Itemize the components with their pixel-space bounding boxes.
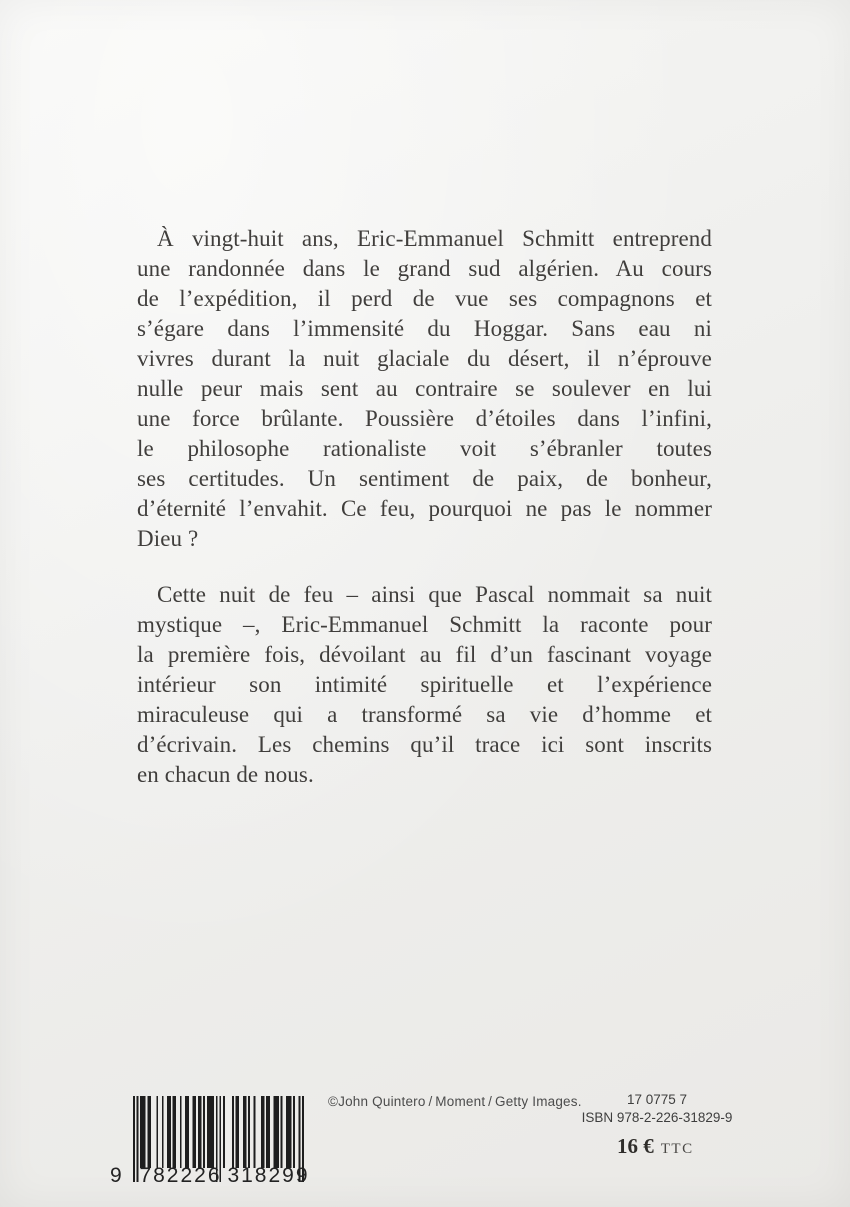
price-ttc-label: TTC bbox=[660, 1141, 694, 1157]
synopsis-line: une randonnée dans le grand sud algérien. Au cours bbox=[137, 256, 712, 281]
barcode-digit-group-1: 782226 bbox=[139, 1164, 222, 1187]
synopsis-line: d’écrivain. Les chemins qu’il trace ici sont inscrits bbox=[137, 732, 712, 757]
synopsis-text bbox=[137, 224, 712, 790]
photo-credit: ©John Quintero / Moment / Getty Images. bbox=[328, 1094, 582, 1109]
synopsis-line: le philosophe rationaliste voit s’ébranler toutes bbox=[137, 436, 712, 461]
synopsis-line: intérieur son intimité spirituelle et l’expérience bbox=[137, 672, 712, 697]
barcode-digit-first: 9 bbox=[110, 1164, 122, 1187]
barcode-digit-group-2: 318299 bbox=[227, 1164, 310, 1187]
synopsis-paragraph bbox=[137, 580, 712, 790]
isbn-number: ISBN 978-2-226-31829-9 bbox=[581, 1109, 733, 1125]
synopsis-line: Dieu ? bbox=[137, 526, 199, 551]
print-isbn-block bbox=[566, 1091, 748, 1126]
synopsis-line: de l’expédition, il perd de vue ses compagnons et bbox=[137, 286, 712, 311]
synopsis-line: en chacun de nous. bbox=[137, 762, 314, 787]
synopsis-line: s’égare dans l’immensité du Hoggar. Sans eau ni bbox=[137, 316, 712, 341]
synopsis-line: nulle peur mais sent au contraire se soulever en lui bbox=[137, 376, 712, 401]
synopsis-line: une force brûlante. Poussière d’étoiles dans l’infini, bbox=[137, 406, 712, 431]
synopsis-line: d’éternité l’envahit. Ce feu, pourquoi ne pas le nommer bbox=[137, 496, 712, 521]
synopsis-line: À vingt-huit ans, Eric-Emmanuel Schmitt entreprend bbox=[157, 226, 712, 251]
synopsis-line: la première fois, dévoilant au fil d’un fascinant voyage bbox=[137, 642, 712, 667]
synopsis-line: vivres durant la nuit glaciale du désert, il n’éprouve bbox=[137, 346, 712, 371]
synopsis-line: miraculeuse qui a transformé sa vie d’homme et bbox=[137, 702, 712, 727]
synopsis-line: Cette nuit de feu – ainsi que Pascal nommait sa nuit bbox=[157, 582, 712, 607]
price-value: 16 € bbox=[617, 1134, 654, 1158]
synopsis-line: ses certitudes. Un sentiment de paix, de bonheur, bbox=[137, 466, 712, 491]
price-block bbox=[617, 1134, 694, 1159]
ean13-barcode bbox=[108, 1096, 318, 1196]
synopsis-line: mystique –, Eric-Emmanuel Schmitt la raconte pour bbox=[137, 612, 712, 637]
synopsis-paragraph bbox=[137, 224, 712, 554]
print-code: 17 0775 7 bbox=[626, 1092, 688, 1107]
